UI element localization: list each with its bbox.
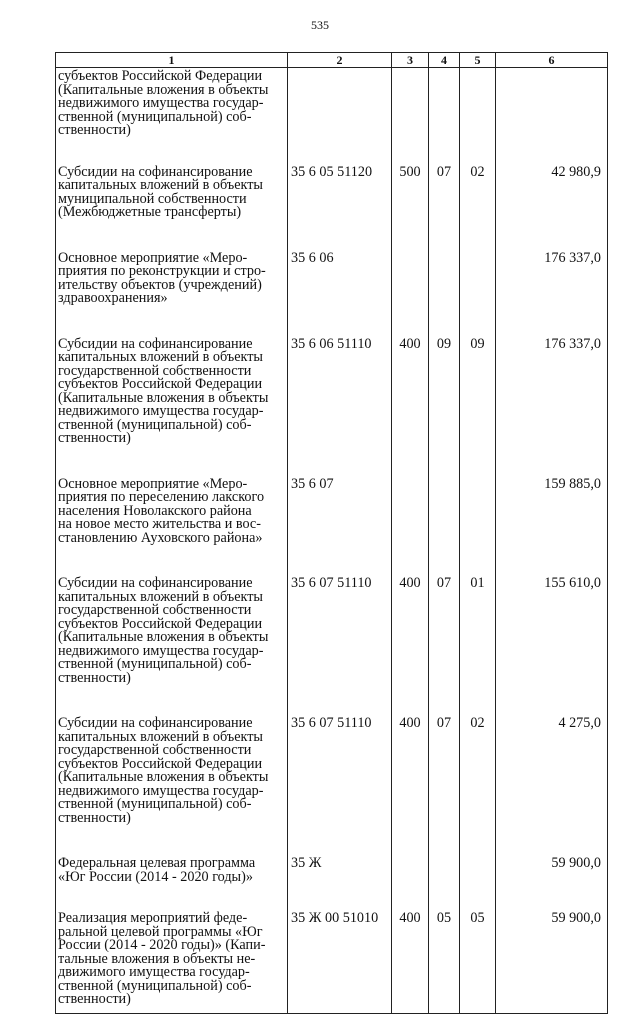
cell-rz-text: 07	[436, 715, 452, 731]
cell-rz	[429, 912, 460, 1013]
cell-pr	[460, 252, 496, 338]
cell-vr	[392, 577, 429, 717]
cell-pr-text: 09	[470, 335, 485, 352]
cell-sum-text: 176 337,0	[544, 335, 601, 352]
cell-rz	[429, 717, 460, 857]
cell-name	[56, 912, 288, 1013]
cell-rz-text: 09	[436, 335, 452, 352]
cell-code-text: 35 6 06	[291, 249, 334, 266]
cell-name-text: Реализация мероприятий феде- ральной целевой программы «Юг России (2014 - 2020 годы)» (Капи- тальные вложения в объекты не- движимого имущества государ- ственной (муниципальной) соб- ственности)	[58, 910, 266, 1007]
cell-sum-text: 59 900,0	[551, 855, 601, 871]
cell-sum-text: 59 900,0	[551, 910, 601, 926]
cell-code-text: 35 6 07 51110	[291, 575, 372, 591]
cell-name-text: Субсидии на софинансирование капитальных вложений в объекты государственной собственности субъектов Российской Федерации (Капитальные вложения в объекты недвижимого имущества государ- ственной (муниципальной) соб- ственности)	[58, 575, 269, 686]
cell-sum	[496, 68, 608, 166]
cell-code-text: 35 6 05 51120	[291, 163, 373, 180]
cell-sum	[496, 577, 608, 717]
header-col-code: 2	[288, 53, 392, 68]
cell-sum-text: 159 885,0	[544, 475, 601, 492]
header-col-sum: 6	[496, 53, 608, 68]
cell-code-text: 35 6 07 51110	[291, 715, 372, 731]
cell-pr-text: 05	[470, 910, 485, 926]
cell-code	[288, 475, 392, 578]
table-header-row	[56, 53, 608, 68]
cell-pr-text: 02	[470, 715, 485, 731]
cell-code	[288, 717, 392, 857]
cell-sum	[496, 163, 608, 252]
cell-code	[288, 577, 392, 717]
cell-pr-text: 02	[470, 163, 485, 180]
cell-pr-text: 01	[470, 575, 485, 591]
cell-pr	[460, 717, 496, 857]
cell-code-text: 35 6 07	[291, 475, 334, 492]
cell-sum	[496, 717, 608, 857]
cell-code	[288, 335, 392, 478]
cell-rz	[429, 857, 460, 912]
header-col-name: 1	[56, 53, 288, 68]
cell-code	[288, 249, 392, 338]
cell-pr	[460, 577, 496, 717]
cell-name	[56, 577, 288, 717]
table-row	[56, 68, 608, 166]
cell-name-text: Федеральная целевая программа «Юг России (2014 - 2020 годы)»	[58, 855, 256, 885]
cell-vr	[392, 163, 429, 252]
cell-pr	[460, 335, 496, 478]
cell-name	[56, 857, 288, 912]
cell-rz	[429, 163, 460, 252]
table-row	[56, 857, 608, 912]
cell-name	[56, 335, 288, 478]
cell-name	[56, 163, 288, 252]
cell-rz-text: 05	[436, 910, 452, 926]
cell-vr	[392, 68, 429, 166]
cell-sum	[496, 857, 608, 912]
cell-sum	[496, 335, 608, 478]
cell-code	[288, 857, 392, 912]
cell-rz	[429, 68, 460, 166]
header-col-vr: 3	[392, 53, 429, 68]
cell-code-text: 35 6 06 51110	[291, 335, 372, 352]
cell-code	[288, 163, 392, 252]
cell-pr	[460, 163, 496, 252]
table-row	[56, 478, 608, 578]
cell-sum-text: 42 980,9	[551, 163, 601, 180]
table-body	[56, 68, 608, 1014]
cell-vr	[392, 335, 429, 478]
cell-name	[56, 249, 288, 338]
cell-vr	[392, 478, 429, 578]
cell-pr	[460, 478, 496, 578]
header-col-pr: 5	[460, 53, 496, 68]
cell-sum-text: 155 610,0	[544, 575, 601, 591]
table-row	[56, 252, 608, 338]
cell-name-text: Субсидии на софинансирование капитальных вложений в объекты государственной собственности субъектов Российской Федерации (Капитальные вложения в объекты недвижимого имущества государ- ственной (муниципальной) соб- ственности)	[58, 715, 269, 826]
budget-table	[55, 52, 608, 1014]
cell-sum	[496, 912, 608, 1013]
cell-vr	[392, 912, 429, 1013]
cell-pr	[460, 857, 496, 912]
cell-rz	[429, 335, 460, 478]
cell-vr-text: 400	[399, 715, 421, 731]
cell-sum-text: 4 275,0	[558, 715, 601, 731]
cell-rz	[429, 577, 460, 717]
cell-rz	[429, 252, 460, 338]
cell-sum	[496, 475, 608, 578]
cell-code-text: 35 Ж 00 51010	[291, 910, 379, 926]
cell-vr	[392, 252, 429, 338]
cell-code-text: 35 Ж	[291, 855, 322, 871]
table-row	[56, 717, 608, 857]
cell-name-text: Субсидии на софинансирование капитальных вложений в объекты государственной собственности субъектов Российской Федерации (Капитальные вложения в объекты недвижимого имущества государ- ственной (муниципальной) соб- ственности)	[58, 335, 269, 446]
cell-rz	[429, 478, 460, 578]
table-row	[56, 912, 608, 1013]
cell-name	[56, 475, 288, 578]
cell-name-text: Основное мероприятие «Меро- приятия по реконструкции и стро- ительству объектов (учреждений) здравоохранения»	[58, 249, 266, 306]
cell-name-text: Основное мероприятие «Меро- приятия по переселению лакского населения Новолакского района на новое место жительства и вос- становлению Ауховского района»	[58, 475, 265, 546]
cell-sum-text: 176 337,0	[544, 249, 601, 266]
cell-vr	[392, 717, 429, 857]
table-row	[56, 338, 608, 478]
page-number: 535	[311, 18, 329, 32]
cell-code	[288, 912, 392, 1013]
cell-rz-text: 07	[436, 163, 452, 180]
cell-vr-text: 500	[399, 163, 421, 180]
cell-name-text: Субсидии на софинансирование капитальных вложений в объекты муниципальной собственности (Межбюджетные трансферты)	[58, 163, 263, 220]
cell-vr-text: 400	[399, 335, 421, 352]
cell-name	[56, 68, 288, 166]
cell-name-text: субъектов Российской Федерации (Капитальные вложения в объекты недвижимого имущества государ- ственной (муниципальной) соб- ственности)	[58, 68, 269, 138]
cell-vr	[392, 857, 429, 912]
header-col-rz: 4	[429, 53, 460, 68]
cell-sum	[496, 249, 608, 338]
cell-pr	[460, 68, 496, 166]
cell-vr-text: 400	[399, 910, 421, 926]
cell-pr	[460, 912, 496, 1013]
cell-rz-text: 07	[436, 575, 452, 591]
cell-vr-text: 400	[399, 575, 421, 591]
cell-code	[288, 68, 392, 166]
table-row	[56, 577, 608, 717]
table-row	[56, 166, 608, 252]
cell-name	[56, 717, 288, 857]
